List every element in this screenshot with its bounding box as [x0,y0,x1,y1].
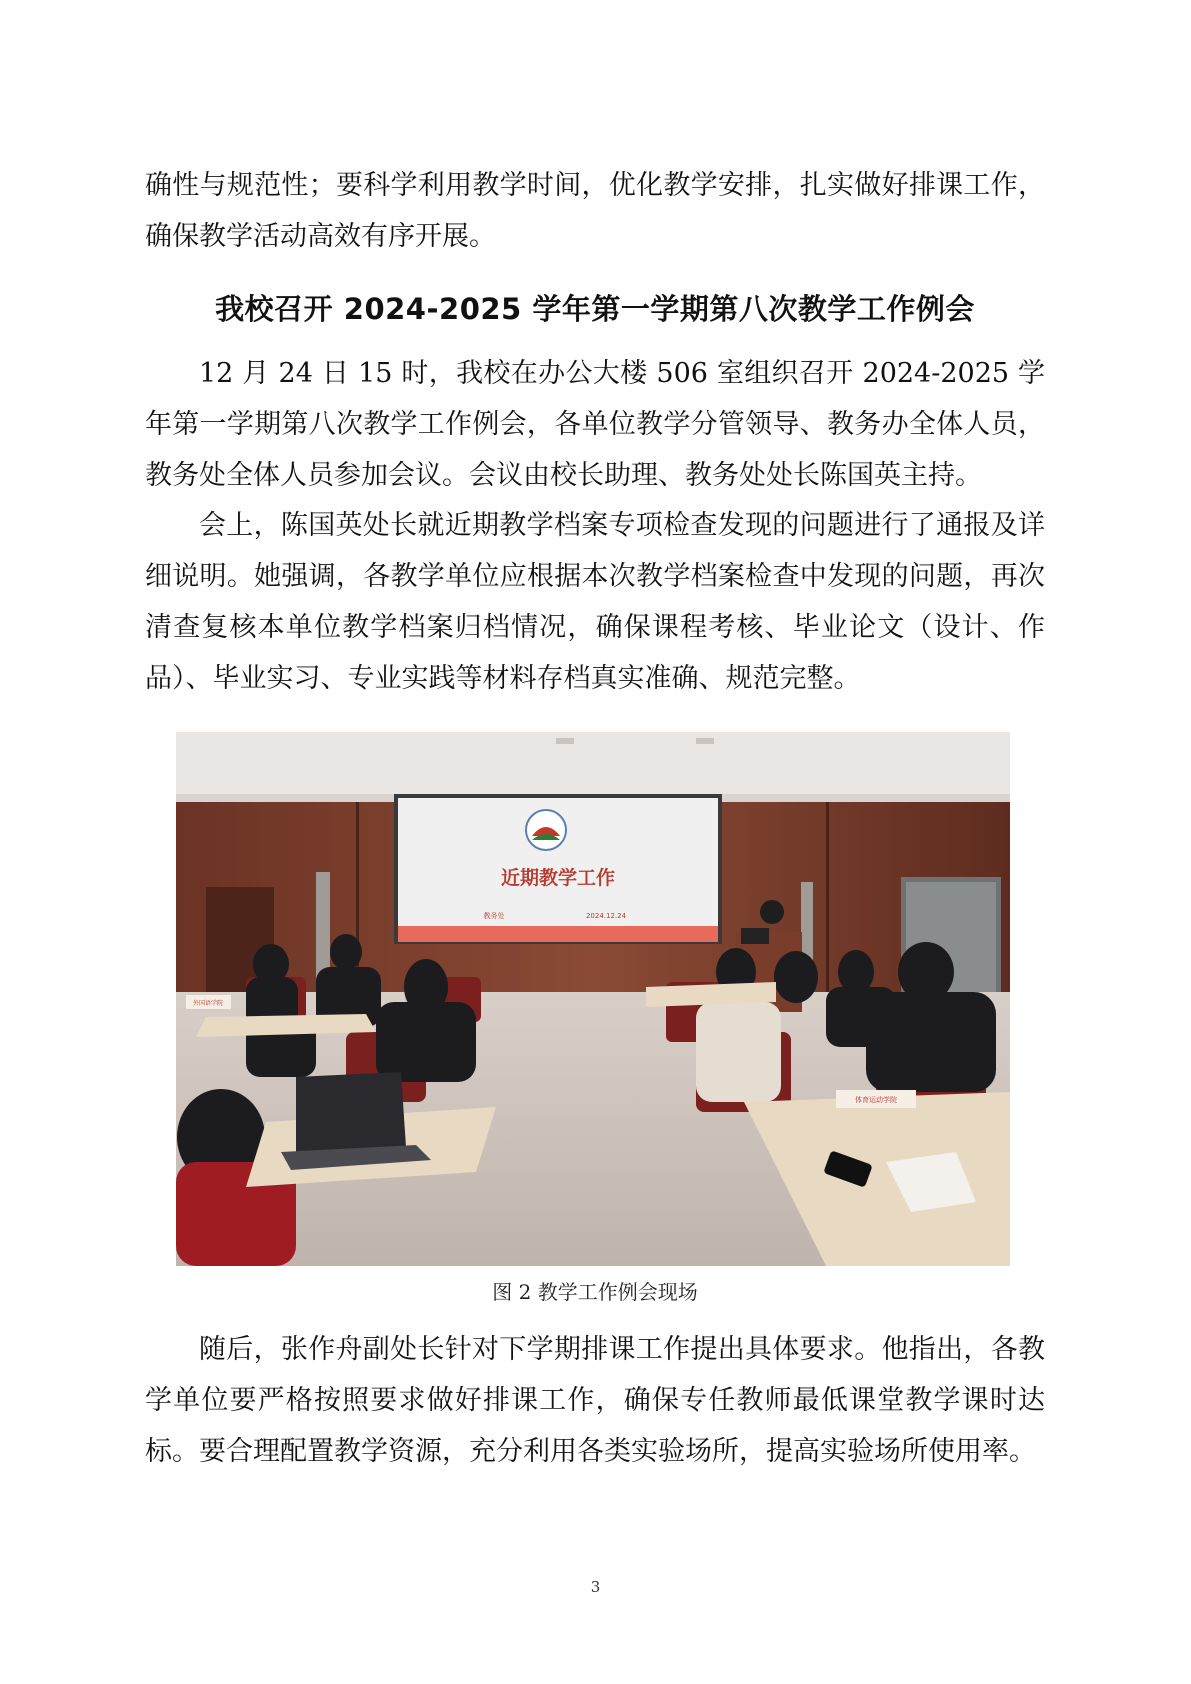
paragraph-1: 12 月 24 日 15 时，我校在办公大楼 506 室组织召开 2024-2025 学年第一学期第八次教学工作例会，各单位教学分管领导、教务办全体人员，教务处全体人员参加会议。会议由校长助理、教务处处长陈国英主持。 [145,358,1045,491]
screen-title: 近期教学工作 [500,867,616,889]
continued-paragraph: 确性与规范性；要科学利用教学时间，优化教学安排，扎实做好排课工作，确保教学活动高效有序开展。 [145,170,1045,252]
paragraph-2: 会上，陈国英处长就近期教学档案专项检查发现的问题进行了通报及详细说明。她强调，各教学单位应根据本次教学档案检查中发现的问题，再次清查复核本单位教学档案归档情况，确保课程考核、毕业论文（设计、作品）、毕业实习、专业实践等材料存档真实准确、规范完整。 [145,510,1045,694]
name-card-left: 外国语学院 [192,1000,224,1007]
name-card-right: 体育运动学院 [855,1096,897,1104]
figure-caption: 图 2 教学工作例会现场 [492,1280,698,1304]
article-title: 我校召开 2024-2025 学年第一学期第八次教学工作例会 [215,292,975,326]
screen-footer-right: 2024.12.24 [585,912,627,920]
page-number: 3 [590,1578,601,1596]
screen-footer-left: 教务处 [483,912,505,920]
paragraph-3: 随后，张作舟副处长针对下学期排课工作提出具体要求。他指出，各教学单位要严格按照要求做好排课工作，确保专任教师最低课堂教学课时达标。要合理配置教学资源，充分利用各类实验场所，提高实验场所使用率。 [145,1334,1045,1467]
meeting-photo [176,732,1010,1266]
